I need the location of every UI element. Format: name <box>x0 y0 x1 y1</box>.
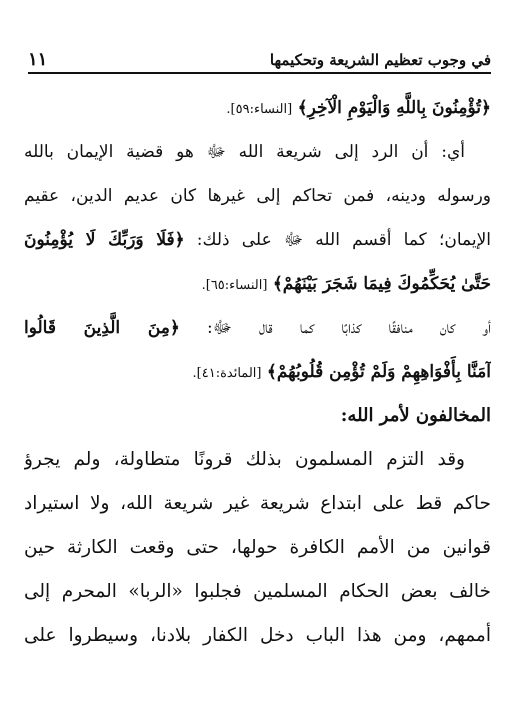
line-text: أو كان منافقًا كذابًا كما قال ﷻ: <box>206 318 491 338</box>
text-line: قوانين من الأمم الكافرة حولها، حتى وقعت الكارثة حين <box>24 537 491 558</box>
verse-reference: [المائدة:٤١]. <box>192 366 262 381</box>
quran-verse: ﴿تُؤْمِنُونَ بِاللَّهِ وَالْيَوْمِ الْآخِرِ﴾ <box>297 98 491 118</box>
verse-reference: [النساء:٦٥]. <box>201 278 268 293</box>
quran-verse: ﴿فَلَا وَرَبِّكَ لَا يُؤْمِنُونَ <box>24 230 185 250</box>
line-text: الإيمان؛ كما أقسم الله ﷻ على ذلك: <box>196 230 491 250</box>
text-line: حاكم قط على ابتداع شريعة غير شريعة الله، ولا استيراد <box>24 493 491 514</box>
section-heading: المخالفون لأمر الله: <box>340 405 491 426</box>
text-line: وقد التزم المسلمون بذلك قرونًا متطاولة، ولم يجرؤ <box>24 449 465 470</box>
text-line <box>24 86 491 130</box>
page-number: ١١ <box>28 49 48 70</box>
text-line: ورسوله ودينه، فمن تحاكم إلى غيرها كان عديم الدين، عقيم <box>24 186 491 206</box>
quran-verse: حَتَّىٰ يُحَكِّمُوكَ فِيمَا شَجَرَ بَيْنَهُمْ﴾ <box>272 274 491 294</box>
page-header <box>28 44 491 74</box>
page-body <box>24 86 491 658</box>
running-title: في وجوب تعظيم الشريعة وتحكيمها <box>269 51 491 69</box>
text-line <box>24 218 491 262</box>
text-line: خالف بعض الحكام المسلمين فجلبوا «الربا» المحرم إلى <box>24 581 491 602</box>
quran-verse: ﴿مِنَ الَّذِينَ قَالُوا <box>24 318 180 338</box>
text-line: أممهم، ومن هذا الباب دخل الكفار بلادنا، وسيطروا على <box>24 625 491 646</box>
text-line <box>24 306 491 350</box>
quran-verse: آمَنَّا بِأَفْوَاهِهِمْ وَلَمْ تُؤْمِن قُلُوبُهُمْ﴾ <box>266 362 491 382</box>
text-line <box>24 262 491 306</box>
text-line <box>24 350 491 394</box>
verse-reference: [النساء:٥٩]. <box>226 102 293 117</box>
text-line: أي: أن الرد إلى شريعة الله ﷻ هو قضية الإيمان بالله <box>24 142 465 162</box>
